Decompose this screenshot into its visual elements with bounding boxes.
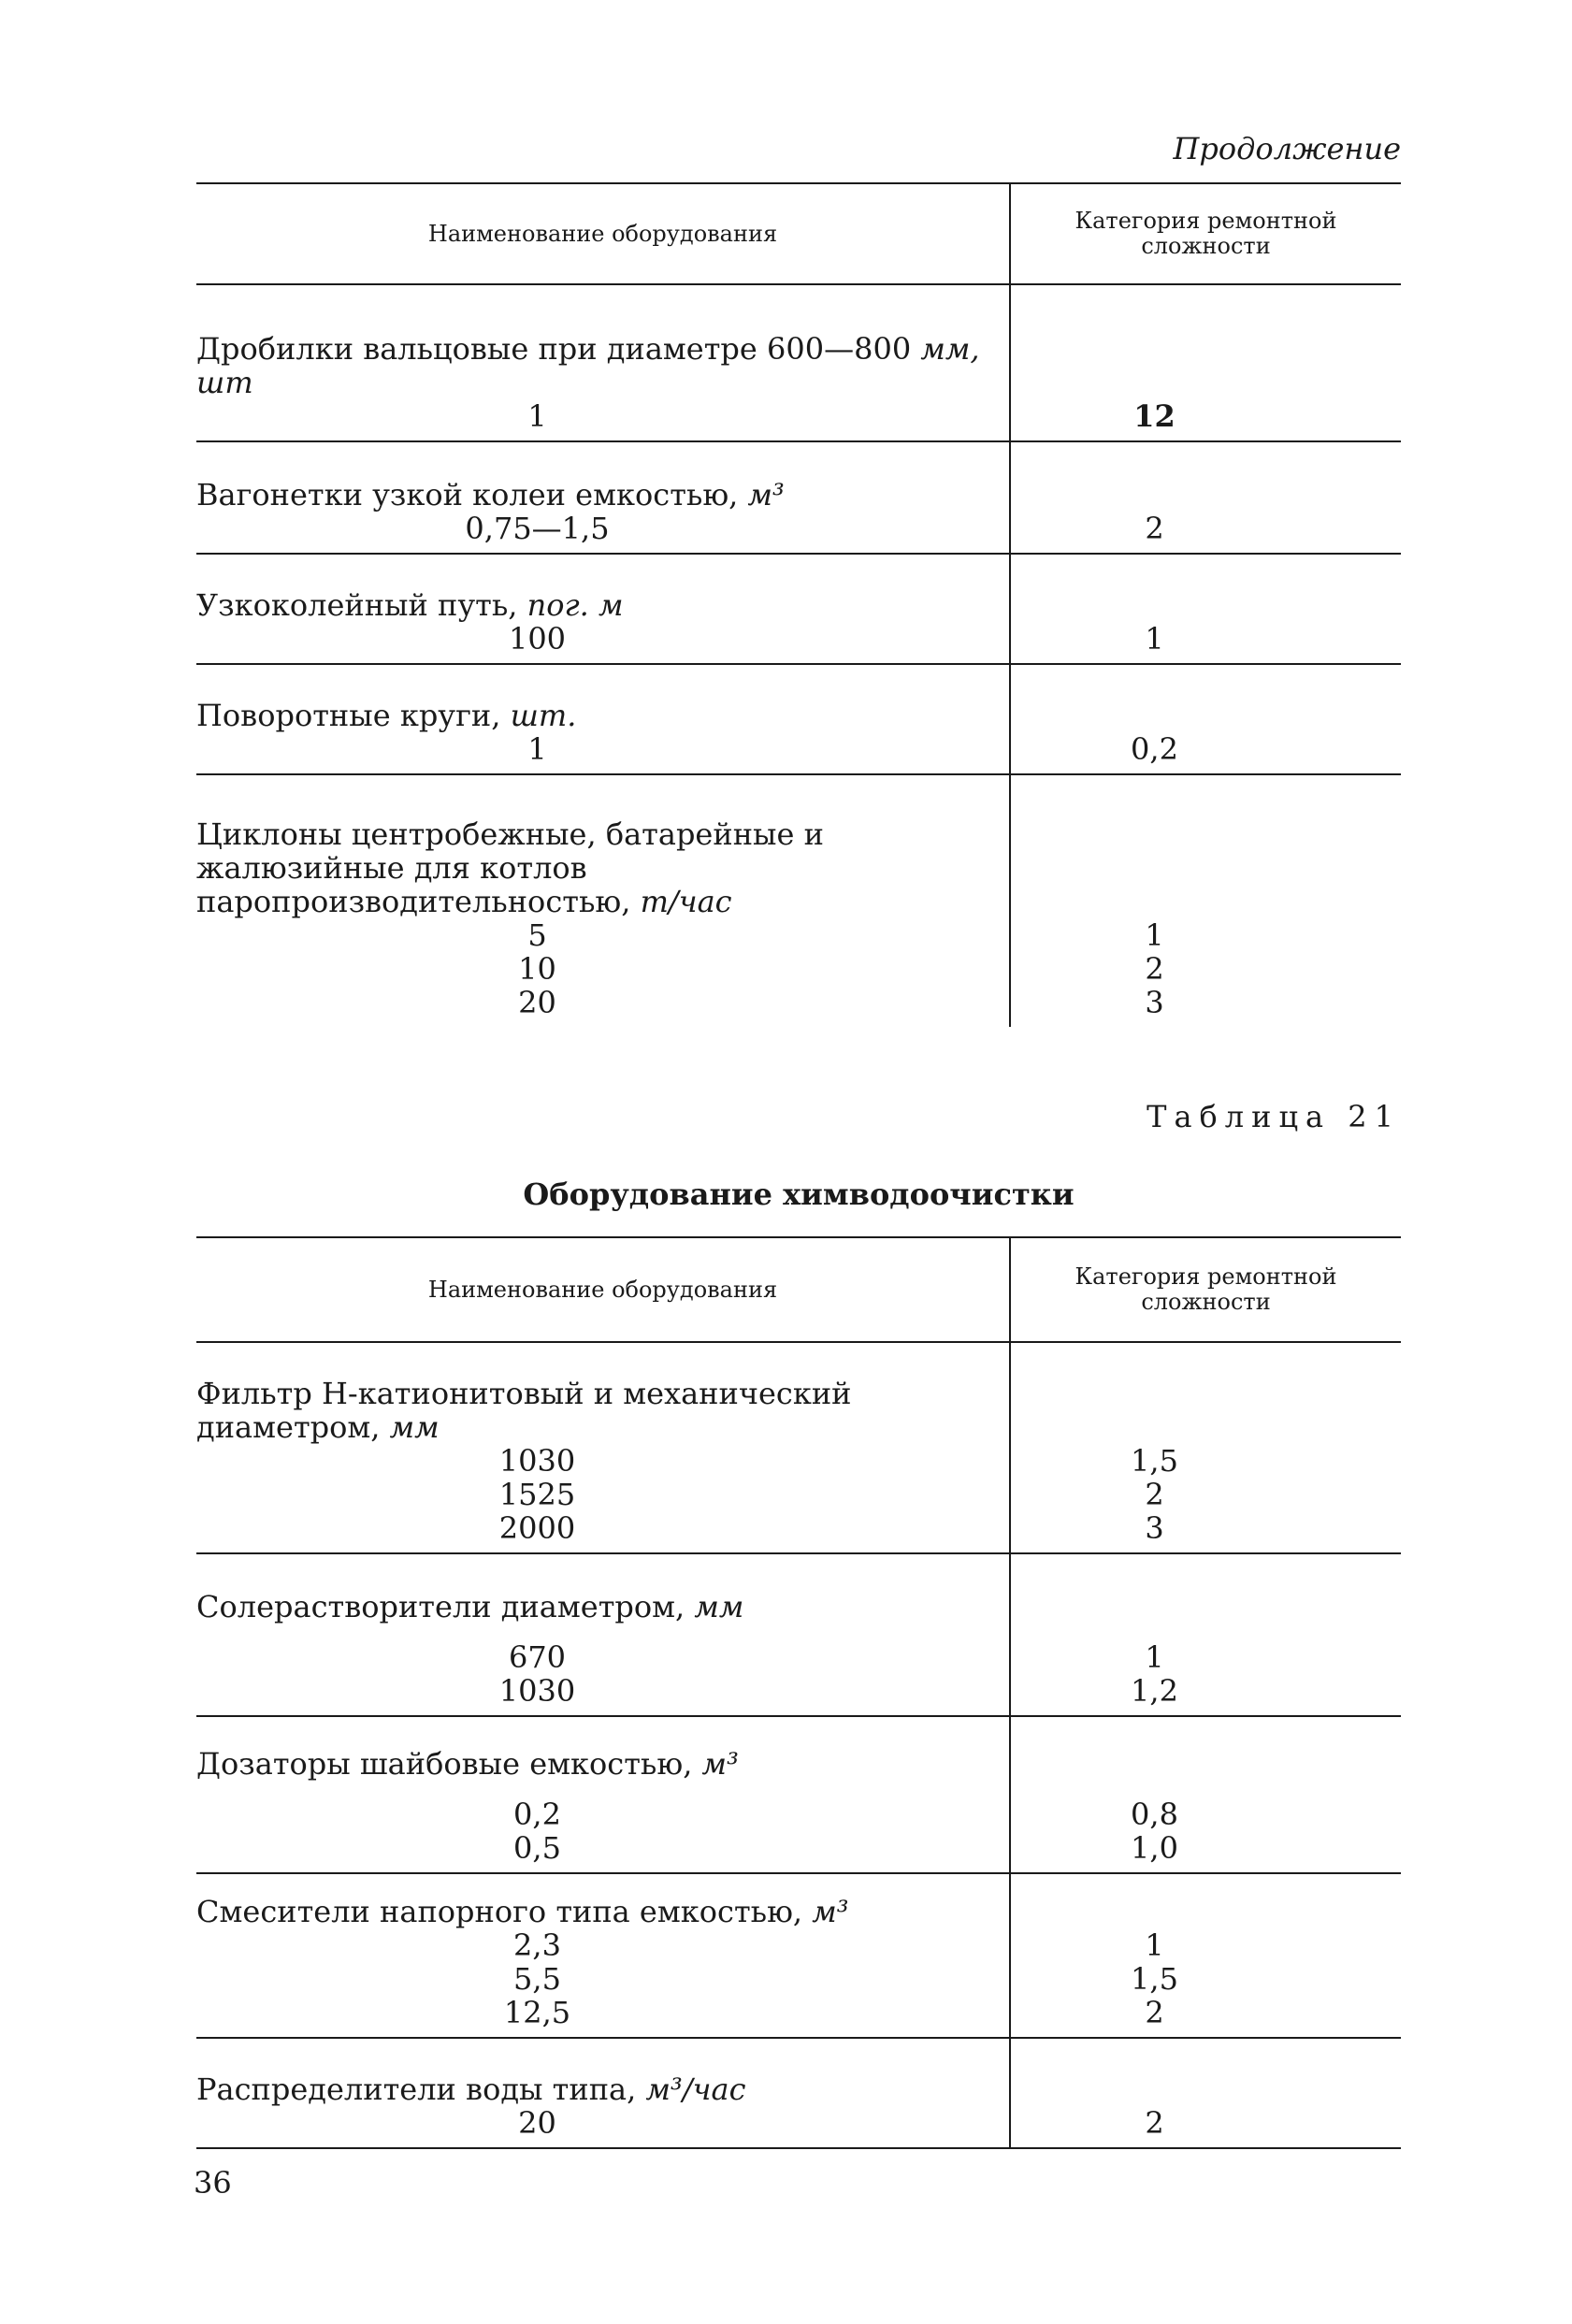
col-header-category: Категория ремонтной сложности <box>1010 183 1401 284</box>
row-label: Вагонетки узкой колеи емкостью, м³ <box>196 477 785 512</box>
row-size: 0,75—1,5 <box>465 511 610 546</box>
row-category: 1,5 <box>1131 1443 1178 1479</box>
row-size: 1525 <box>498 1477 576 1512</box>
row-category: 1 <box>1145 1639 1164 1675</box>
col-header-name: Наименование оборудования <box>196 1237 1010 1342</box>
row-category: 2 <box>1145 951 1164 987</box>
table-row <box>196 1716 1401 1873</box>
row-category: 3 <box>1145 985 1164 1020</box>
page-number: 36 <box>194 2165 232 2201</box>
row-label: Узкоколейный путь, пог. м <box>196 587 624 623</box>
row-size: 20 <box>518 2105 556 2141</box>
row-size: 5 <box>527 917 547 953</box>
row-category: 1,5 <box>1131 1961 1178 1997</box>
col-header-category: Категория ремонтной сложности <box>1010 1237 1401 1342</box>
row-label: Дозаторы шайбовые емкостью, м³ <box>196 1746 739 1782</box>
row-category: 1 <box>1145 621 1164 657</box>
row-size: 0,5 <box>513 1830 561 1866</box>
row-category: 2 <box>1145 1477 1164 1512</box>
row-size: 1030 <box>498 1673 576 1709</box>
table-row <box>196 284 1401 441</box>
row-size: 670 <box>508 1639 567 1675</box>
row-category: 0,2 <box>1131 731 1178 767</box>
row-label: Фильтр Н-катионитовый и механический диаметром, мм <box>196 1376 852 1445</box>
row-label: Дробилки вальцовые при диаметре 600—800 мм, шт <box>196 331 980 400</box>
row-size: 2000 <box>498 1510 576 1546</box>
row-size: 1 <box>527 398 547 434</box>
table-row <box>196 1553 1401 1716</box>
equipment-table-21 <box>196 1236 1401 2149</box>
row-category: 1 <box>1145 917 1164 953</box>
row-category: 1,2 <box>1131 1673 1178 1709</box>
row-label: Циклоны центробежные, батарейные и жалюзийные для котлов паропроизводительностью, т/час <box>196 816 824 919</box>
row-size: 1030 <box>498 1443 576 1479</box>
row-category: 2 <box>1145 2105 1164 2141</box>
table-number: Таблица 21 <box>1147 1099 1401 1134</box>
table-row <box>196 2038 1401 2148</box>
row-label: Поворотные круги, шт. <box>196 698 577 733</box>
table-title: Оборудование химводоочистки <box>523 1176 1074 1212</box>
row-size: 10 <box>518 951 556 987</box>
equipment-table-continued <box>196 182 1401 1027</box>
row-size: 0,2 <box>513 1797 561 1832</box>
table-row <box>196 774 1401 1027</box>
row-category: 0,8 <box>1131 1797 1178 1832</box>
row-size: 2,3 <box>513 1927 561 1963</box>
row-size: 20 <box>518 985 556 1020</box>
row-size: 12,5 <box>503 1995 571 2030</box>
row-category: 1 <box>1145 1927 1164 1963</box>
col-header-name: Наименование оборудования <box>196 183 1010 284</box>
table-row <box>196 554 1401 664</box>
row-label: Смесители напорного типа емкостью, м³ <box>196 1894 849 1929</box>
table-row <box>196 441 1401 554</box>
row-category: 3 <box>1145 1510 1164 1546</box>
row-size: 100 <box>508 621 567 657</box>
table-row <box>196 1873 1401 2038</box>
table-row <box>196 1342 1401 1553</box>
row-category: 12 <box>1133 398 1175 434</box>
continuation-label: Продолжение <box>1173 131 1401 166</box>
row-category: 1,0 <box>1131 1830 1178 1866</box>
row-size: 5,5 <box>513 1961 561 1997</box>
row-label: Солерастворители диаметром, мм <box>196 1589 744 1624</box>
row-category: 2 <box>1145 511 1164 546</box>
row-size: 1 <box>527 731 547 767</box>
row-category: 2 <box>1145 1995 1164 2030</box>
table-row <box>196 664 1401 774</box>
row-label: Распределители воды типа, м³/час <box>196 2071 746 2107</box>
